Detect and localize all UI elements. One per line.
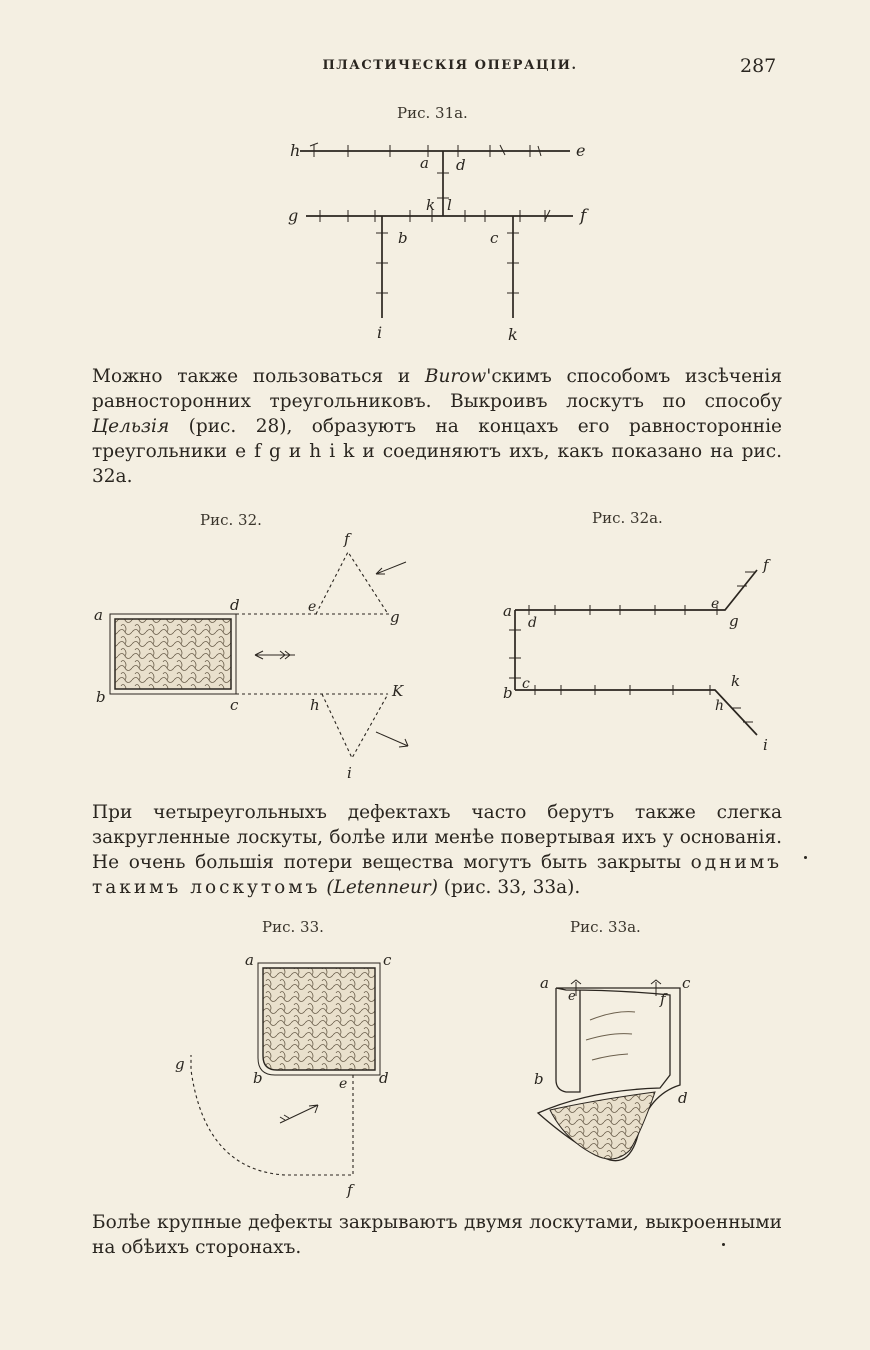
incision-upper (515, 570, 757, 610)
label-g: g (729, 612, 739, 630)
label-d: d (528, 615, 537, 631)
label-b: b (503, 684, 513, 702)
fig33a-caption: Рис. 33а. (570, 918, 641, 936)
sutures-31a (310, 143, 550, 293)
label-h: h (310, 696, 320, 714)
label-b: b (253, 1069, 263, 1087)
triangle-hik (322, 694, 388, 758)
arrow-center-icon (255, 651, 295, 659)
para2-text-2: (рис. 33, 33а). (437, 877, 581, 898)
label-k2: k (508, 325, 518, 344)
fig32a-caption: Рис. 32а. (592, 509, 663, 527)
label-k: k (731, 672, 741, 690)
label-f: f (763, 556, 769, 574)
figure-33 (165, 945, 405, 1200)
para1-celsus: Цельзія (92, 416, 170, 437)
label-e: e (576, 141, 586, 160)
label-i: i (377, 323, 383, 342)
label-a: a (420, 154, 429, 172)
arrow-bottom-icon (376, 732, 408, 747)
para1-text-2: 'скимъ способомъ изсѣченія равносторонних треугольниковъ. Выкроивъ лоскутъ по способу (92, 366, 782, 412)
print-speck (722, 1243, 725, 1246)
label-c: c (230, 696, 239, 714)
arrow-top-icon (376, 562, 406, 574)
label-a: a (503, 602, 512, 620)
label-a: a (94, 606, 103, 624)
label-e: e (339, 1076, 348, 1092)
figure-31a (280, 128, 600, 348)
fig32-caption: Рис. 32. (200, 511, 262, 529)
label-d: d (230, 596, 240, 614)
label-d: d (456, 156, 466, 174)
para1-text-1: Можно также пользоваться и (92, 366, 425, 387)
label-h: h (290, 141, 301, 160)
para2-text-1: При четыреугольныхъ дефектахъ часто берутъ также слегка закругленные лоскуты, болѣе или менѣе повертывая ихъ у основанія. Не очень большія потери вещества могутъ быть закрыты (92, 802, 782, 873)
label-d: d (379, 1069, 389, 1087)
label-c: c (490, 229, 499, 247)
label-k: k (426, 196, 436, 214)
defect-tissue (115, 619, 231, 689)
label-c: c (522, 676, 530, 692)
label-d: d (678, 1089, 688, 1107)
label-f: f (580, 206, 587, 226)
label-b: b (96, 688, 106, 706)
label-a: a (245, 951, 254, 969)
label-f: f (344, 530, 350, 548)
label-f: f (347, 1181, 353, 1199)
print-speck (804, 856, 807, 859)
paragraph-two-flaps: Болѣе крупные дефекты закрываютъ двумя лоскутами, выкроенными на обѣихъ сторонахъ. (92, 1212, 782, 1258)
label-a: a (540, 974, 549, 992)
para2-spaced: однимъ такимъ лоскутомъ (92, 852, 782, 898)
label-c: c (682, 974, 691, 992)
label-b: b (398, 229, 408, 247)
label-h: h (715, 698, 725, 714)
paragraph-rounded-flaps (92, 800, 782, 900)
fig33-caption: Рис. 33. (262, 918, 324, 936)
figure-32 (90, 530, 420, 785)
label-l: l (447, 196, 452, 214)
triangle-efg (316, 552, 388, 614)
shading (586, 1012, 635, 1060)
label-i: i (347, 764, 352, 782)
label-e: e (711, 596, 720, 612)
label-i: i (763, 736, 768, 754)
para1-text-3: (рис. 28), образуютъ на концахъ его равносторонніе треугольники e f g и h i k и соединяютъ ихъ, какъ показано на рис. 32а. (92, 416, 782, 487)
label-g: g (175, 1055, 185, 1073)
label-e: e (308, 599, 317, 615)
fig31a-caption: Рис. 31а. (397, 104, 468, 122)
para1-burow: Burow (424, 366, 487, 387)
label-e: e (568, 989, 576, 1004)
paragraph-burow (92, 364, 782, 489)
label-k: K (392, 682, 404, 700)
label-g: g (288, 206, 299, 225)
label-b: b (534, 1070, 544, 1088)
arrow-icon (280, 1105, 318, 1123)
defect-tissue (263, 968, 375, 1070)
page-number: 287 (740, 55, 777, 77)
label-f: f (660, 990, 666, 1008)
figure-33a (520, 960, 720, 1180)
flap-outline (191, 1055, 353, 1175)
label-c: c (383, 951, 392, 969)
para2-author: (Letenneur) (326, 877, 438, 898)
figure-32a (495, 550, 795, 760)
label-g: g (390, 608, 400, 626)
running-title: ПЛАСТИЧЕСКІЯ ОПЕРАЦІИ. (322, 58, 578, 73)
